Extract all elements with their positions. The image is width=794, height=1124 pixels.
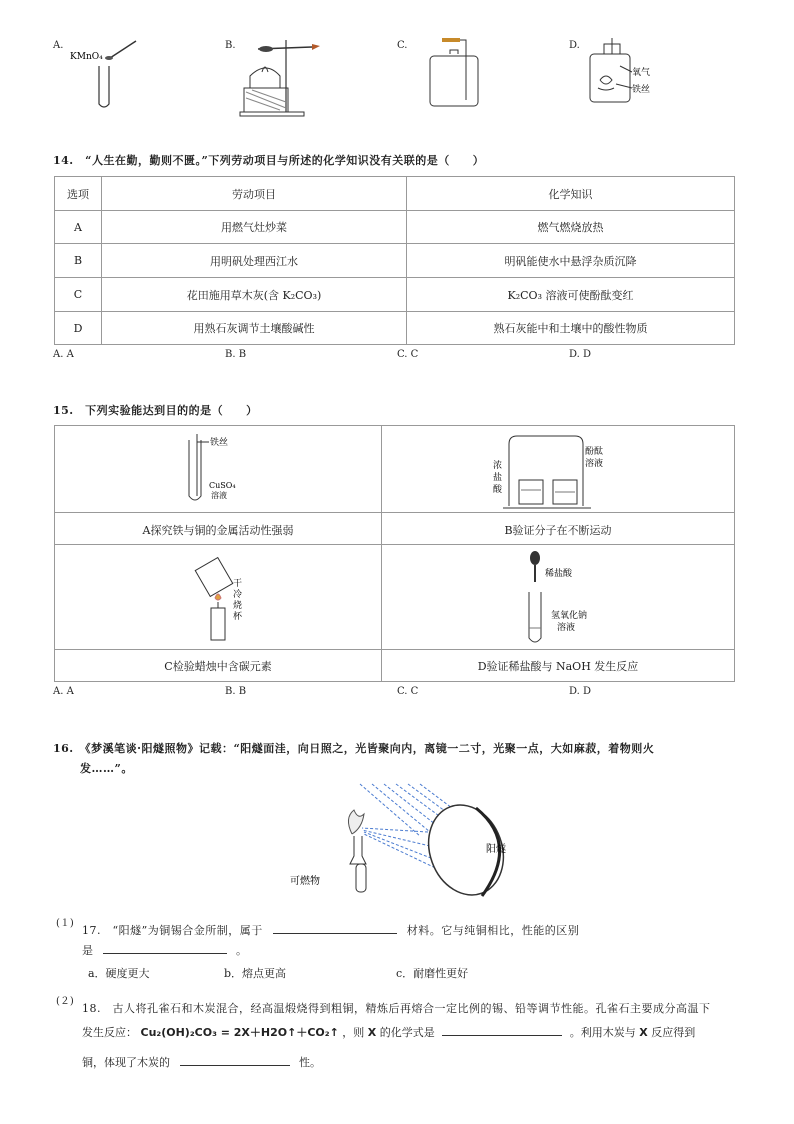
table-cell: 燃气燃烧放热: [407, 211, 735, 244]
q18-number: (２): [56, 996, 74, 1007]
q15-caption-b: B验证分子在不断运动: [504, 524, 612, 537]
q15-caption-a: A探究铁与铜的金属活动性强弱: [142, 524, 294, 537]
q17-choice-c[interactable]: c．耐磨性更好: [396, 967, 469, 980]
table-row: [55, 278, 735, 312]
q17-line-2: [82, 942, 247, 958]
q17-choice-a[interactable]: a．硬度更大: [88, 967, 150, 980]
table-row: [55, 211, 735, 244]
q17-blank-1[interactable]: [273, 922, 397, 934]
phenol-label: 酚酞: [585, 447, 604, 457]
table-cell: 用燃气灶炒菜: [102, 211, 407, 244]
q18-text-3b: 性。: [299, 1056, 321, 1069]
conc-label: 浓: [493, 461, 503, 471]
q15-a-figure: [181, 430, 261, 510]
answer-choice-a[interactable]: A. A: [53, 349, 74, 360]
kmno4-label: KMnO₄: [70, 52, 103, 62]
table-row: [55, 312, 735, 345]
q15-answers: [53, 686, 733, 700]
answer-choice-d[interactable]: D. D: [569, 349, 592, 360]
q13-option-b-letter: B.: [225, 40, 236, 51]
q13-d-combustion-figure: [586, 36, 666, 112]
q18-x-symbol-2: X: [639, 1026, 648, 1039]
q17-line-1: [82, 922, 579, 938]
beaker-label: 烧: [233, 601, 243, 611]
answer-choice-b[interactable]: B. B: [225, 349, 247, 360]
dilute-hcl-label: 稀盐酸: [545, 569, 573, 579]
naoh-label-2: 溶液: [557, 623, 576, 633]
q14-answers: [53, 349, 733, 363]
table-cell: 用明矾处理西江水: [102, 244, 407, 278]
q17-text-1: 17. “阳燧”为铜锡合金所制，属于: [82, 924, 263, 937]
table-cell: D: [55, 312, 102, 345]
answer-choice-c[interactable]: C. C: [397, 349, 419, 360]
answer-choice-b[interactable]: B. B: [225, 686, 247, 697]
table-cell: B: [55, 244, 102, 278]
q18-blank-2[interactable]: [180, 1054, 290, 1066]
q15-c-figure: [191, 552, 271, 646]
q13-a-test-tube-figure: [66, 36, 156, 112]
cuso4-label: CuSO₄: [209, 481, 236, 490]
q13-option-a-letter: A.: [53, 40, 64, 51]
q17-choice-b[interactable]: b．熔点更高: [224, 967, 287, 980]
q15-caption-c: C检验蜡烛中含碳元素: [164, 660, 272, 673]
q18-text-3a: 铜，体现了木炭的: [82, 1056, 170, 1069]
q18-equation: Cu₂(OH)₂CO₃ = 2X＋H2O↑＋CO₂↑: [140, 1026, 339, 1039]
solution-label: 溶液: [211, 491, 227, 500]
table-header-cell: 劳动项目: [102, 177, 407, 211]
q15-d-figure: [517, 550, 617, 646]
q13-option-c-letter: C.: [397, 40, 408, 51]
table-cell: 用熟石灰调节土壤酸碱性: [102, 312, 407, 345]
q17-text-3: 是: [82, 944, 93, 957]
iron-wire-label-d: 铁丝: [632, 85, 651, 95]
oxygen-label: 氧气: [632, 68, 651, 78]
table-cell: 熟石灰能中和土壤中的酸性物质: [407, 312, 735, 345]
q17-blank-2[interactable]: [103, 942, 227, 954]
q13-option-d-letter: D.: [569, 40, 580, 51]
q17-text-2: 材料。它与纯铜相比，性能的区别: [406, 924, 580, 937]
q18-x-symbol: X: [367, 1026, 377, 1039]
q13-c-gas-bottle-figure: [420, 36, 500, 112]
answer-choice-a[interactable]: A. A: [53, 686, 74, 697]
q15-title: 15. 下列实验能达到目的的是（ ）: [53, 404, 258, 417]
q15-b-figure: [491, 430, 621, 510]
q17-text-4: 。: [236, 944, 247, 957]
table-cell: A: [55, 211, 102, 244]
combustible-label: 可燃物: [290, 876, 320, 887]
table-header-cell: 化学知识: [407, 177, 735, 211]
conc-label-3: 酸: [493, 485, 503, 495]
q18-text-2b: ，则: [342, 1026, 365, 1039]
table-header-cell: 选项: [55, 177, 102, 211]
conc-label-2: 盐: [493, 473, 503, 483]
iron-wire-label: 铁丝: [210, 438, 229, 448]
q16-title-line-1: 16. 《梦溪笔谈·阳燧照物》记载：“阳燧面洼，向日照之，光皆聚向内，离镜一二寸，光聚一点，大如麻菽，着物则火: [53, 742, 655, 755]
table-cell: 明矾能使水中悬浮杂质沉降: [407, 244, 735, 278]
table-cell: C: [55, 278, 102, 312]
naoh-label: 氢氧化钠: [551, 611, 588, 621]
q13-b-heating-figure: [236, 36, 326, 118]
answer-choice-d[interactable]: D. D: [569, 686, 592, 697]
dry-label: 干: [233, 579, 243, 589]
table-cell: 花田施用草木灰(含 K₂CO₃): [102, 278, 407, 312]
table-cell: K₂CO₃ 溶液可使酚酞变红: [407, 278, 735, 312]
table-header-row: [55, 177, 735, 211]
q18-line-2: [82, 1024, 695, 1040]
q18-blank-1[interactable]: [442, 1024, 562, 1036]
q18-text-2d: 。利用木炭与: [569, 1026, 636, 1039]
q17-choices: [88, 965, 588, 979]
answer-choice-c[interactable]: C. C: [397, 686, 419, 697]
q18-line-1: 18. 古人将孔雀石和木炭混合，经高温煅烧得到粗铜，精炼后再熔合一定比例的锡、铅等调节性能。孔雀石主要成分高温下: [82, 1002, 711, 1015]
q16-mirror-figure: [280, 780, 520, 900]
phenol-label-2: 溶液: [585, 459, 604, 469]
q18-text-2c: 的化学式是: [379, 1026, 435, 1039]
q15-caption-d: D验证稀盐酸与 NaOH 发生反应: [477, 660, 639, 673]
q18-text-2a: 发生反应：: [82, 1026, 137, 1039]
mirror-label: 阳燧: [486, 844, 506, 855]
q17-number: (１): [56, 918, 74, 929]
q13-options: [0, 0, 794, 120]
table-row: [55, 244, 735, 278]
q14-title: 14. “人生在勤，勤则不匮。”下列劳动项目与所述的化学知识没有关联的是（ ）: [53, 154, 485, 167]
q14-table: [54, 176, 735, 345]
q15-grid: [54, 425, 735, 682]
q16-title-line-2: 发……”。: [80, 762, 133, 775]
cold-label: 冷: [233, 590, 243, 600]
cup-label: 杯: [233, 612, 243, 622]
q18-text-2e: 反应得到: [651, 1026, 696, 1039]
q18-line-3: [82, 1054, 321, 1070]
